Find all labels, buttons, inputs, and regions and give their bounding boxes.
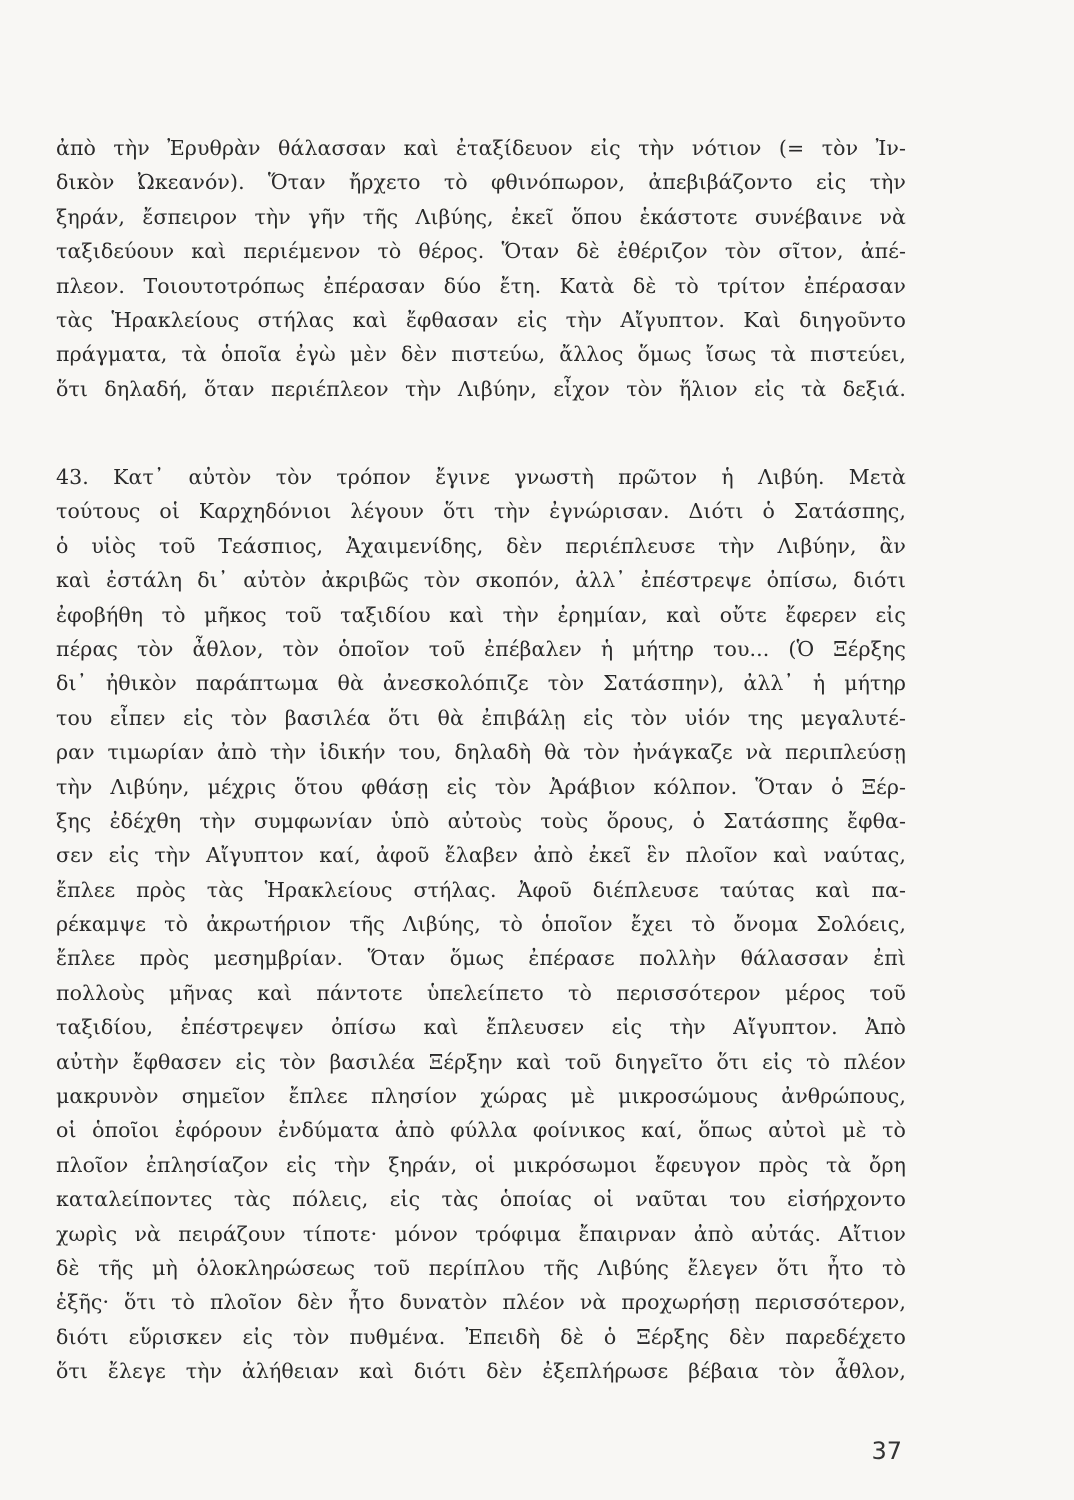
text-line: ξηράν, ἔσπειρον τὴν γῆν τῆς Λιβύης, ἐκεῖ ὅπου ἑκάστοτε συνέβαινε νὰ — [56, 204, 906, 229]
text-line: πλεον. Τοιουτοτρόπως ἐπέρασαν δύο ἔτη. Κατὰ δὲ τὸ τρίτον ἐπέρασαν — [56, 273, 906, 298]
text-line: δὲ τῆς μὴ ὁλοκληρώσεως τοῦ περίπλου τῆς Λιβύης ἔλεγεν ὅτι ἦτο τὸ — [56, 1255, 906, 1280]
text-line: τὰς Ἡρακλείους στήλας καὶ ἔφθασαν εἰς τὴν Αἴγυπτον. Καὶ διηγοῦντο — [56, 307, 906, 332]
text-line: τὴν Λιβύην, μέχρις ὅτου φθάσῃ εἰς τὸν Ἀράβιον κόλπον. Ὅταν ὁ Ξέρ- — [56, 774, 906, 799]
text-line: ἀπὸ τὴν Ἐρυθρὰν θάλασσαν καὶ ἐταξίδευον εἰς τὴν νότιον (= τὸν Ἰν- — [56, 136, 906, 160]
text-line: καταλείποντες τὰς πόλεις, εἰς τὰς ὁποίας οἱ ναῦται του εἰσήρχοντο — [56, 1187, 906, 1212]
paragraph-2 — [56, 460, 906, 1389]
text-line: οἱ ὁποῖοι ἐφόρουν ἐνδύματα ἀπὸ φύλλα φοίνικος καί, ὅπως αὐτοὶ μὲ τὸ — [56, 1118, 906, 1143]
section-heading-line: 43. Κατ᾿ αὐτὸν τὸν τρόπον ἔγινε γνωστὴ πρῶτον ἡ Λιβύη. Μετὰ — [56, 465, 906, 489]
text-line: δικὸν Ὠκεανόν). Ὅταν ἤρχετο τὸ φθινόπωρον, ἀπεβιβάζοντο εἰς τὴν — [56, 170, 906, 195]
paragraph-1 — [56, 131, 906, 406]
text-line: ἐφοβήθη τὸ μῆκος τοῦ ταξιδίου καὶ τὴν ἐρημίαν, καὶ οὔτε ἔφερεν εἰς — [56, 602, 906, 627]
text-line: πολλοὺς μῆνας καὶ πάντοτε ὑπελείπετο τὸ περισσότερον μέρος τοῦ — [56, 980, 906, 1005]
text-line: ταξιδεύουν καὶ περιέμενον τὸ θέρος. Ὅταν δὲ ἐθέριζον τὸν σῖτον, ἀπέ- — [56, 239, 906, 264]
text-line: σεν εἰς τὴν Αἴγυπτον καί, ἀφοῦ ἔλαβεν ἀπὸ ἐκεῖ ἓν πλοῖον καὶ ναύτας, — [56, 843, 906, 868]
text-line: τούτους οἱ Καρχηδόνιοι λέγουν ὅτι τὴν ἐγνώρισαν. Διότι ὁ Σατάσπης, — [56, 499, 906, 524]
text-line: χωρὶς νὰ πειράζουν τίποτε· μόνον τρόφιμα ἔπαιρναν ἀπὸ αὐτάς. Αἴτιον — [56, 1221, 906, 1246]
text-line: ἔπλεε πρὸς μεσημβρίαν. Ὅταν ὅμως ἐπέρασε πολλὴν θάλασσαν ἐπὶ — [56, 946, 906, 971]
text-line: πλοῖον ἐπλησίαζον εἰς τὴν ξηράν, οἱ μικρόσωμοι ἔφευγον πρὸς τὰ ὄρη — [56, 1152, 906, 1177]
text-line: του εἶπεν εἰς τὸν βασιλέα ὅτι θὰ ἐπιβάλῃ εἰς τὸν υἱόν της μεγαλυτέ- — [56, 705, 906, 730]
text-line: ἔπλεε πρὸς τὰς Ἡρακλείους στήλας. Ἀφοῦ διέπλευσε ταύτας καὶ πα- — [56, 877, 906, 902]
text-line: ταξιδίου, ἐπέστρεψεν ὀπίσω καὶ ἔπλευσεν εἰς τὴν Αἴγυπτον. Ἀπὸ — [56, 1015, 906, 1040]
text-line: ὅτι δηλαδή, ὅταν περιέπλεον τὴν Λιβύην, εἶχον τὸν ἥλιον εἰς τὰ δεξιά. — [56, 376, 906, 401]
text-line: ξης ἐδέχθη τὴν συμφωνίαν ὑπὸ αὐτοὺς τοὺς ὅρους, ὁ Σατάσπης ἔφθα- — [56, 808, 906, 833]
text-line: αὐτὴν ἔφθασεν εἰς τὸν βασιλέα Ξέρξην καὶ τοῦ διηγεῖτο ὅτι εἰς τὸ πλέον — [56, 1049, 906, 1074]
text-line: ἑξῆς· ὅτι τὸ πλοῖον δὲν ἦτο δυνατὸν πλέον νὰ προχωρήσῃ περισσότερον, — [56, 1290, 906, 1315]
page-number: 37 — [871, 1437, 902, 1465]
text-line: διότι εὕρισκεν εἰς τὸν πυθμένα. Ἐπειδὴ δὲ ὁ Ξέρξης δὲν παρεδέχετο — [56, 1324, 906, 1349]
text-line: δι᾿ ἠθικὸν παράπτωμα θὰ ἀνεσκολόπιζε τὸν Σατάσπην), ἀλλ᾿ ἡ μήτηρ — [56, 671, 906, 696]
text-line: ραν τιμωρίαν ἀπὸ τὴν ἰδικήν του, δηλαδὴ θὰ τὸν ἠνάγκαζε νὰ περιπλεύσῃ — [56, 740, 906, 765]
text-line: ὅτι ἔλεγε τὴν ἀλήθειαν καὶ διότι δὲν ἐξεπλήρωσε βέβαια τὸν ἆθλον, — [56, 1359, 906, 1384]
text-line: καὶ ἐστάλη δι᾿ αὐτὸν ἀκριβῶς τὸν σκοπόν, ἀλλ᾿ ἐπέστρεψε ὀπίσω, διότι — [56, 568, 906, 593]
text-line: ὁ υἱὸς τοῦ Τεάσπιος, Ἀχαιμενίδης, δὲν περιέπλευσε τὴν Λιβύην, ἂν — [56, 533, 906, 558]
text-line: πράγματα, τὰ ὁποῖα ἐγὼ μὲν δὲν πιστεύω, ἄλλος ὅμως ἴσως τὰ πιστεύει, — [56, 342, 906, 367]
text-line: ρέκαμψε τὸ ἀκρωτήριον τῆς Λιβύης, τὸ ὁποῖον ἔχει τὸ ὄνομα Σολόεις, — [56, 912, 906, 937]
text-line: πέρας τὸν ἆθλον, τὸν ὁποῖον τοῦ ἐπέβαλεν ἡ μήτηρ του... (Ὁ Ξέρξης — [56, 636, 906, 661]
text-line: μακρυνὸν σημεῖον ἔπλεε πλησίον χώρας μὲ μικροσώμους ἀνθρώπους, — [56, 1084, 906, 1109]
